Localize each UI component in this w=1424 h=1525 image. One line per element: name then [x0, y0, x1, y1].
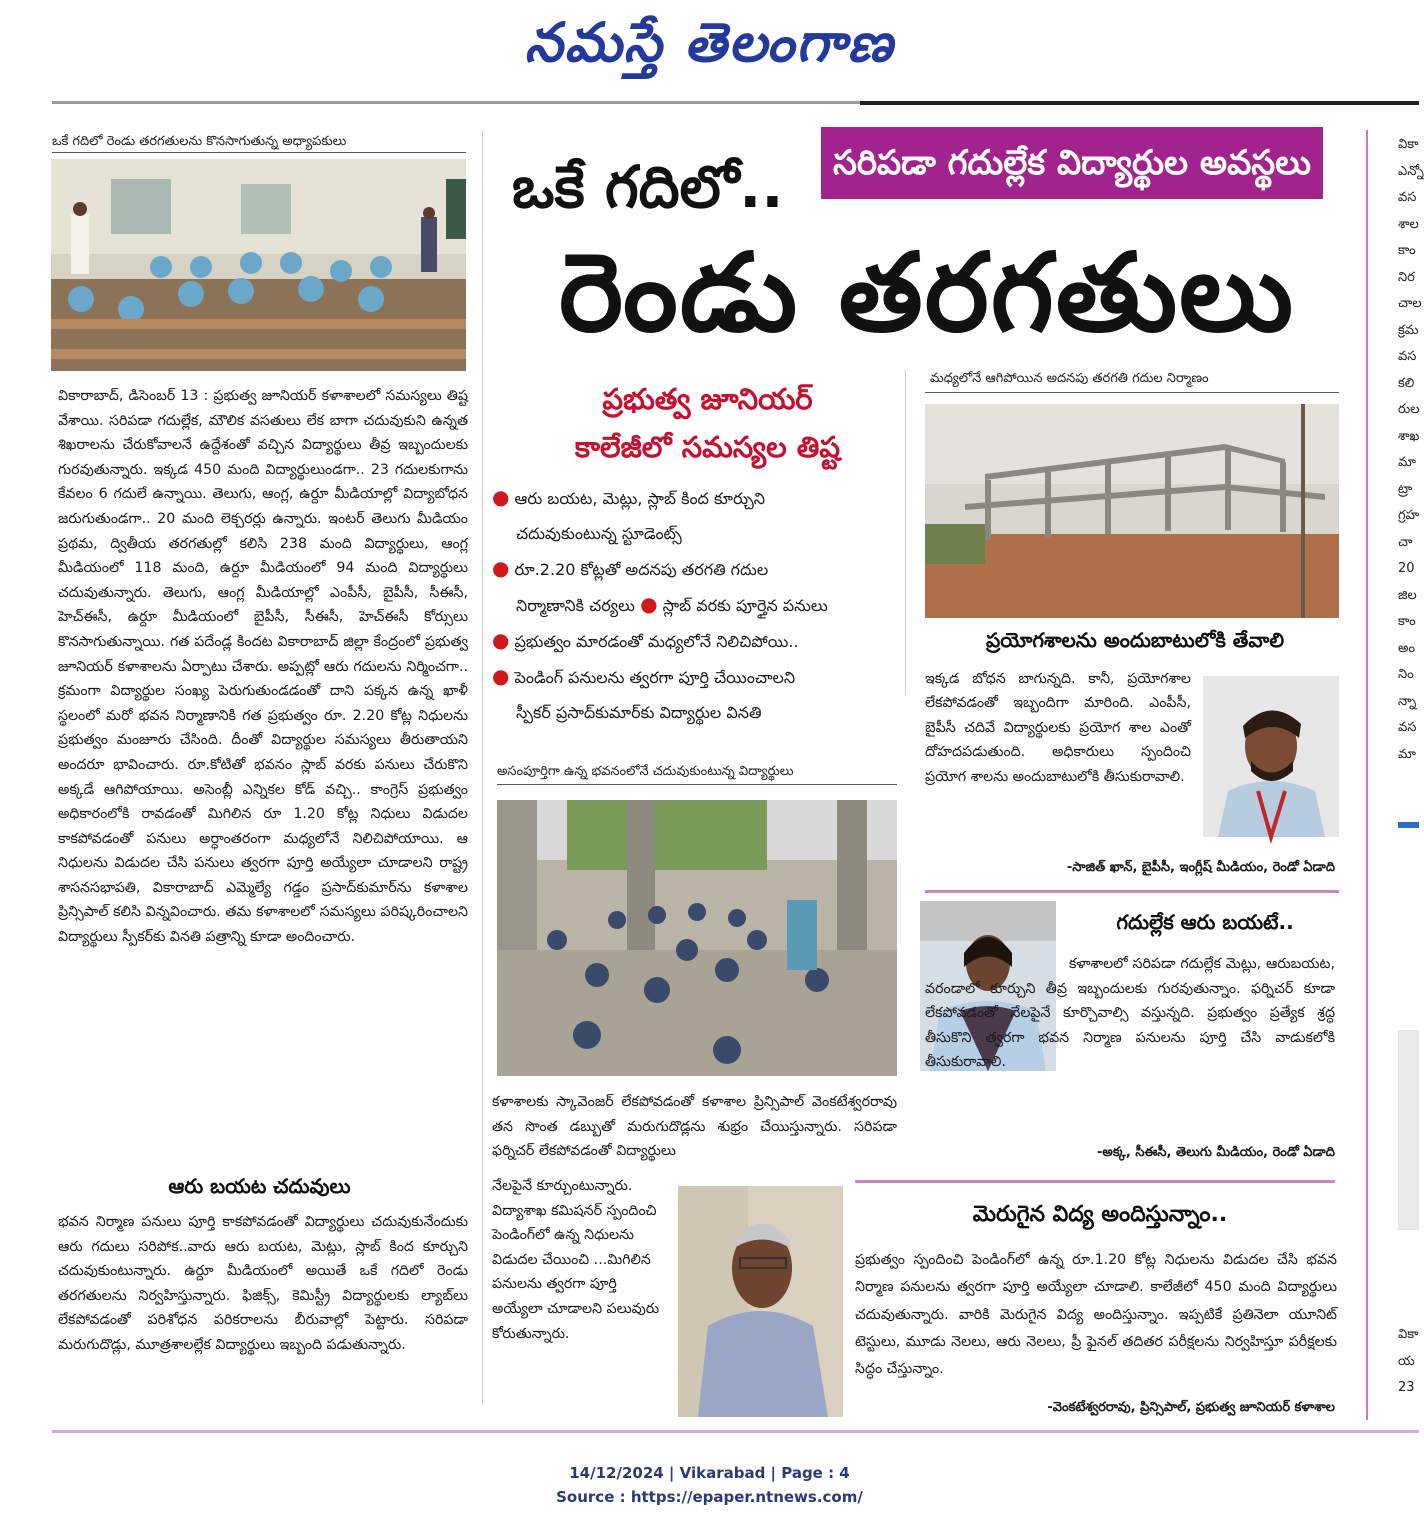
- right-photo-caption: మధ్యలోనే ఆగిపోయిన అదనపు తరగతి గదుల నిర్మాణం: [930, 371, 1209, 386]
- caption-rule: [497, 784, 897, 785]
- strip-line: య: [1398, 1353, 1415, 1369]
- masthead: [0, 0, 1419, 90]
- adjacent-column-strip: [1398, 132, 1424, 768]
- column-divider-center: [905, 370, 906, 695]
- students-outdoor-photo: [497, 800, 897, 1076]
- column-divider-left: [482, 130, 483, 1405]
- strip-line: శాల: [1398, 216, 1419, 232]
- quote-separator: [925, 890, 1339, 893]
- quote1-heading: ప్రయోగశాలను అందుబాటులోకి తేవాలి: [985, 628, 1284, 652]
- footer-rule: [52, 1430, 1419, 1433]
- strip-line: వస: [1398, 190, 1417, 205]
- student-sajith-photo: [1203, 676, 1339, 837]
- caption-rule: [925, 392, 1339, 393]
- strip-line: వికా: [1398, 137, 1419, 152]
- strip-line: 20: [1398, 561, 1415, 576]
- bullet-text: స్పీకర్ ప్రసాద్‌కుమార్‌కు విద్యార్థుల వినతి: [516, 703, 762, 722]
- left-photo-caption: ఒకే గదిలో రెండు తరగతులను కొనసాగుతున్న అధ్యాపకులు: [52, 134, 347, 149]
- strip-line: కాం: [1398, 243, 1416, 258]
- footer-source-link[interactable]: Source : https://epaper.ntnews.com/: [556, 1488, 863, 1506]
- strip-line: చాల: [1398, 296, 1422, 311]
- masthead-rule-dark: [860, 101, 1419, 105]
- strip-line: మా: [1398, 746, 1416, 762]
- deck-line1: ప్రభుత్వ జూనియర్: [602, 382, 813, 416]
- quote3-heading: మెరుగైన విద్య అందిస్తున్నాం..: [972, 1202, 1228, 1227]
- bullet-item-cont: [492, 516, 917, 551]
- bullet-item: [492, 480, 917, 516]
- newspaper-logo: నమస్తే తెలంగాణ: [524, 10, 895, 74]
- quote3-text: ప్రభుత్వం స్పందించి పెండింగ్‌లో ఉన్న రూ.1.20 కోట్ల నిధులను విడుదల చేసి భవన నిర్మాణ పనులను త్వరగా పూర్తి అయ్యేలా చూడాలి. కాలేజీలో 450 మంది విద్యార్థులు చదువుతున్నారు. వారికి మెరుగైన విద్య అందిస్తున్నాం. ఇప్పటికే ప్రతినెలా యూనిట్ టెస్టులు, మూడు నెలలు, ఆరు నెలలు, ప్రీ ఫైనల్ తదితర పరీక్షలను నిర్వహిస్తూ పరీక్షలకు సిద్ధం చేస్తున్నాం.: [855, 1252, 1337, 1378]
- principal-photo: [678, 1186, 843, 1417]
- bullet-text: ప్రభుత్వం మారడంతో మధ్యలోనే నిలిచిపోయి..: [514, 632, 799, 651]
- strip-photo: [1398, 1030, 1419, 1230]
- strip-line: శాఖ: [1398, 428, 1420, 444]
- strip-line: ట్రా: [1398, 481, 1413, 497]
- bullet-item-cont: [492, 695, 917, 730]
- strip-line: 23: [1398, 1380, 1415, 1395]
- strip-line: వస: [1398, 720, 1417, 735]
- strip-line: క్రమ: [1398, 322, 1419, 338]
- left-article-text-2: భవన నిర్మాణ పనులు పూర్తి కాకపోవడంతో విద్యార్థులు చదువుకునేందుకు ఆరు గదులు సరిపోక..వారు ఆరు బయట, మెట్లు, స్లాబ్ కింద కూర్చుని చదువుకుంటున్నారు. ఉర్దూ మీడియంలో అయితే ఒకే గదిలో రెండు తరగతులను నిర్వహిస్తున్నారు. ఫిజిక్స్, కెమిస్ట్రీ విద్యార్థులకు ల్యాబ్‌లు లేకపోవడంతో పరిశోధన పరికరాలను బీరువాల్లో పెట్టారు. సరిపడా మరుగుదొడ్లు, మూత్రశాలల్లేక విద్యార్థులు ఇబ్బంది పడుతున్నారు.: [58, 1214, 468, 1353]
- strip-line: నిం: [1398, 667, 1414, 682]
- bullet-text: పెండింగ్ పనులను త్వరగా పూర్తి చేయించాలని: [514, 668, 796, 687]
- strip-line: కలి: [1398, 375, 1415, 391]
- bullet-dot-icon: ●: [492, 664, 510, 688]
- quote2-heading: గదుల్లేక ఆరు బయటే..: [1116, 910, 1294, 934]
- left-subhead: ఆరు బయట చదువులు: [168, 1174, 351, 1198]
- left-article-text-1: వికారాబాద్, డిసెంబర్ 13 : ప్రభుత్వ జూనియర్ కళాశాలలో సమస్యలు తిష్ట వేశాయి. సరిపడా గదుల్లేక, మౌలిక వసతులు లేక బాగా చదువుకుని ఉన్నత శిఖరాలను చేరుకోవాలనే ఉద్దేశంతో వచ్చిన విద్యార్థులు తీవ్ర ఇబ్బందులకు గురవుతున్నారు. ఇక్కడ 450 మంది విద్యార్థులుండగా.. 23 గదులకుగాను కేవలం 6 గదులే ఉన్నాయి. తెలుగు, ఆంగ్ల, ఉర్దూ మీడియాల్లో విద్యాబోధన జరుగుతుండగా.. 20 మంది లెక్చరర్లు ఉన్నారు. ఇంటర్ తెలుగు మీడియం ప్రథమ, ద్వితీయ తరగతుల్లో కలిసి 238 మంది విద్యార్థులు, ఆంగ్ల మీడియంలో 118 మంది, ఉర్దూ మీడియంలో 94 మంది విద్యార్థులు చదువుతున్నారు. తెలుగు, ఆంగ్ల మీడియాల్లో ఎంపీసీ, బైపీసీ, సీఈసీ, హెచ్‌ఈసీ, ఉర్దూ మీడియంలో బైపీసీ, సీఈసీ, హెచ్‌ఈసీ కోర్సులు కొనసాగుతున్నాయి. గత పదేండ్ల కిందట వికారాబాద్ జిల్లా కేంద్రంలో ప్రభుత్వ జూనియర్ కళాశాలను ఏర్పాటు చేశారు. అప్పట్లో ఆరు గదులను నిర్మించగా.. క్రమంగా విద్యార్థుల సంఖ్య పెరుగుతుండడంతో దాని పక్కన ఉన్న ఖాళీ స్థలంలో మరో భవన నిర్మాణానికి గత ప్రభుత్వం రూ. 2.20 కోట్ల నిధులను ప్రభుత్వం మంజూరు చేసింది. దీంతో విద్యార్థుల సమస్యలు తీరుతాయని అందరూ భావించారు. రూ.కోటితో భవనం స్లాబ్ వరకు పనులు చేరుకొని అక్కడే ఆగిపోయాయి. అసెంబ్లీ ఎన్నికల కోడ్ వచ్చి.. కాంగ్రెస్ ప్రభుత్వం అధికారంలోకి రావడంతో మిగిలిన రూ 1.20 కోట్ల నిధులు విడుదల కాకపోవడంతో పనులు అర్ధాంతరంగా మధ్యలోనే నిలిచిపోయాయి. ఆ నిధులను విడుదల చేసి పనులు త్వరగా పూర్తి అయ్యేలా చూడాలని రాష్ట్ర శాసనసభాపతి, వికారాబాద్ ఎమ్మెల్యే గడ్డం ప్రసాద్‌కుమార్‌ను కళాశాల ప్రిన్సిపాల్ కలిసి విన్నవించారు. తమ కళాశాలలో సమస్యలు పరిష్కరించాలని విద్యార్థులు స్పీకర్‌కు వినతి పత్రాన్ని కూడా అందించారు.: [58, 388, 468, 946]
- bullet-dot-icon: ●: [492, 485, 510, 509]
- strip-accent: [1398, 822, 1419, 828]
- bullet-dot-icon: ●: [492, 628, 510, 652]
- bullet-item: [492, 659, 917, 695]
- strip-line: చా: [1398, 534, 1413, 550]
- principal-text-side: నేలపైనే కూర్చుంటున్నారు. విద్యాశాఖ కమిషనర్ స్పందించి పెండింగ్‌లో ఉన్న నిధులను విడుదల చేయించి ...మిగిలిన పనులను త్వరగా పూర్తి అయ్యేలా చూడాలని పలువురు కోరుతున్నారు.: [492, 1178, 660, 1342]
- strip-line: గ్రహ: [1398, 508, 1420, 523]
- center-photo-caption: అసంపూర్తిగా ఉన్న భవనంలోనే చదువుకుంటున్న విద్యార్థులు: [497, 764, 794, 779]
- headline-line2: రెండు తరగతులు: [558, 231, 1296, 356]
- bullet-item: [492, 551, 917, 587]
- strip-line: కాం: [1398, 614, 1416, 629]
- bullet-text: ఆరు బయట, మెట్లు, స్లాబ్ కింద కూర్చుని: [514, 489, 766, 508]
- headline-line1: ఒకే గదిలో..: [512, 153, 784, 221]
- strip-line: ఎన్నో: [1398, 163, 1424, 179]
- bullet-text: నిర్మాణానికి చర్యలు: [516, 596, 635, 615]
- quote1-text: ఇక్కడ బోధన బాగున్నది. కానీ, ప్రయోగశాల లేకపోవడంతో ఇబ్బందిగా మారింది. ఎంపీసీ, బైపీసీ చదివే విద్యార్థులకు ప్రయోగ శాల ఎంతో దోహదపడుతుంది. అధికారులు స్పందించి ప్రయోగ శాలను అందుబాటులోకి తీసుకురావాలి.: [925, 671, 1191, 785]
- footer-date-page: 14/12/2024 | Vikarabad | Page : 4: [569, 1464, 850, 1482]
- quote-separator: [855, 1180, 1335, 1183]
- classroom-photo: [51, 159, 466, 371]
- strip-line: వస: [1398, 349, 1417, 364]
- deck-line2: కాలేజీలో సమస్యల తిష్ట: [574, 430, 841, 464]
- bullet-dot-icon: ●: [492, 556, 510, 580]
- bullet-text: రూ.2.20 కోట్లతో అదనపు తరగతి గదుల: [514, 560, 769, 579]
- strip-line: నిర: [1398, 269, 1415, 285]
- masthead-rule: [52, 101, 860, 104]
- strip-divider: [1366, 130, 1368, 1420]
- strip-line: న్నా: [1398, 693, 1417, 709]
- strip-line: మా: [1398, 455, 1416, 470]
- quote2-attribution: -అక్క, సీఈసీ, తెలుగు మీడియం, రెండో ఏడాది: [1097, 1145, 1335, 1160]
- caption-rule: [52, 152, 466, 153]
- bullet-item: [492, 623, 917, 659]
- strip-line: వికా: [1398, 1327, 1419, 1342]
- kicker-box: సరిపడా గదుల్లేక విద్యార్థుల అవస్థలు: [821, 127, 1323, 199]
- bullet-list: [492, 480, 917, 730]
- strip-line: అం: [1398, 640, 1415, 656]
- adjacent-column-strip-bottom: [1398, 1322, 1419, 1402]
- bullet-dot-icon: ●: [640, 592, 658, 616]
- bullet-text: చదువుకుంటున్న స్టూడెంట్స్: [516, 524, 682, 543]
- strip-line: జిల: [1398, 587, 1417, 603]
- quote1-attribution: -సాజిత్ ఖాన్, బైపీసీ, ఇంగ్లీష్ మీడియం, రెండో ఏడాది: [1066, 860, 1335, 875]
- unfinished-building-photo: [925, 404, 1339, 618]
- quote2-text: కళాశాలలో సరిపడా గదుల్లేక మెట్లు, ఆరుబయట, వరండాలో కూర్చుని తీవ్ర ఇబ్బందులకు గురవుతున్నాం. ఫర్నిచర్ కూడా లేకపోవడంతో నేలపైనే కూర్చొవాల్సి వస్తున్నది. ప్రభుత్వం ప్రత్యేక శ్రద్ధ తీసుకొని త్వరగా భవన నిర్మాణ పనులను పూర్తి చేసి వాడుకలోకి తీసుకురావాలి.: [925, 956, 1335, 1070]
- bullet-item-cont: [492, 587, 917, 623]
- bullet-text: స్లాబ్ వరకు పూర్తైన పనులు: [662, 596, 828, 615]
- quote3-attribution: -వెంకటేశ్వరరావు, ప్రిన్సిపాల్, ప్రభుత్వ జూనియర్ కళాశాల: [1047, 1400, 1335, 1415]
- strip-line: రుల: [1398, 402, 1420, 417]
- principal-text-top: కళాశాలకు స్కావెంజర్ లేకపోవడంతో కళాశాల ప్రిన్సిపాల్ వెంకటేశ్వరరావు తన సొంత డబ్బుతో మరుగుదొడ్లను శుభ్రం చేయిస్తున్నారు. సరిపడా ఫర్నిచర్ లేకపోవడంతో విద్యార్థులు: [492, 1094, 897, 1159]
